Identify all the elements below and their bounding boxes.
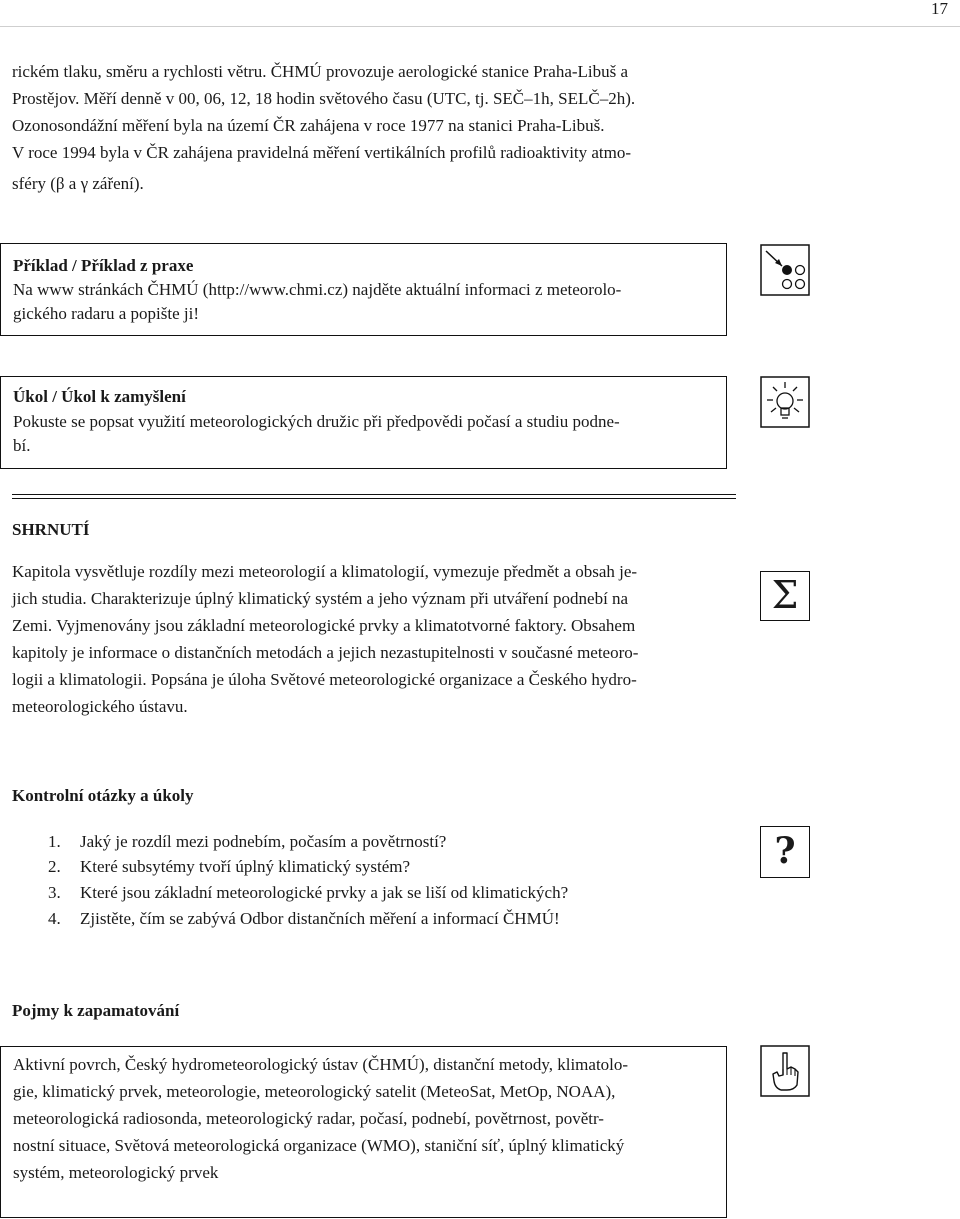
task-box	[0, 376, 727, 469]
question-mark-icon	[760, 826, 810, 878]
summary-line: kapitoly je informace o distančních metodách a jejich nezastupitelnosti v současné meteoro-	[12, 643, 639, 662]
terms-line: Aktivní povrch, Český hydrometeorologický ústav (ČHMÚ), distanční metody, klimatolo-	[13, 1055, 629, 1074]
list-item-text: Které jsou základní meteorologické prvky a jak se liší od klimatických?	[80, 883, 569, 902]
list-item-number: 4.	[48, 909, 61, 928]
example-line: Na www stránkách ČHMÚ (http://www.chmi.cz) najděte aktuální informaci z meteorolo-	[13, 280, 622, 299]
sigma-icon	[760, 571, 810, 621]
list-item-number: 1.	[48, 832, 61, 851]
summary-line: Kapitola vysvětluje rozdíly mezi meteorologií a klimatologií, vymezuje předmět a obsah je-	[12, 562, 638, 581]
example-line: gického radaru a popište ji!	[13, 304, 199, 323]
terms-line: nostní situace, Světová meteorologická organizace (WMO), staniční síť, úplný klimatický	[13, 1136, 625, 1155]
summary-line: jich studia. Charakterizuje úplný klimatický systém a jeho význam při utváření podnebí na	[12, 589, 629, 608]
terms-line: systém, meteorologický prvek	[13, 1163, 219, 1182]
terms-line: gie, klimatický prvek, meteorologie, meteorologický satelit (MeteoSat, MetOp, NOAA),	[13, 1082, 616, 1101]
summary-line: logii a klimatologii. Popsána je úloha Světové meteorologické organizace a Českého hydro-	[12, 670, 637, 689]
header-rule	[0, 26, 960, 27]
list-item-text: Které subsytémy tvoří úplný klimatický systém?	[80, 857, 411, 876]
practical-example-icon	[760, 244, 810, 296]
summary-line: Zemi. Vyjmenovány jsou základní meteorologické prvky a klimatotvorné faktory. Obsahem	[12, 616, 636, 635]
task-title: Úkol / Úkol k zamyšlení	[13, 387, 186, 406]
task-line: bí.	[13, 436, 31, 455]
list-item-number: 3.	[48, 883, 61, 902]
intro-paragraph	[0, 62, 740, 212]
terms-box	[0, 1046, 727, 1218]
intro-line: V roce 1994 byla v ČR zahájena pravidelná měření vertikálních profilů radioaktivity atmo-	[12, 143, 632, 162]
terms-heading: Pojmy k zapamatování	[12, 1001, 180, 1020]
summary-paragraph	[0, 562, 740, 722]
task-line: Pokuste se popsat využití meteorologických družic při předpovědi počasí a studiu podne-	[13, 412, 620, 431]
intro-line: Ozonosondážní měření byla na území ČR zahájena v roce 1977 na stanici Praha-Libuš.	[12, 116, 605, 135]
section-divider	[12, 494, 736, 499]
page-number: 17	[931, 0, 948, 18]
sigma-glyph: Σ	[771, 573, 799, 617]
intro-line: sféry (β a γ záření).	[12, 174, 144, 193]
intro-line: rickém tlaku, směru a rychlosti větru. ČHMÚ provozuje aerologické stanice Praha-Libuš a	[12, 62, 629, 81]
summary-line: meteorologického ústavu.	[12, 697, 188, 716]
list-item-text: Zjistěte, čím se zabývá Odbor distančních měření a informací ČHMÚ!	[80, 909, 560, 928]
example-box	[0, 243, 727, 336]
lightbulb-icon	[760, 376, 810, 428]
questions-list	[0, 832, 740, 942]
question-mark-glyph: ?	[774, 830, 796, 872]
list-item-number: 2.	[48, 857, 61, 876]
intro-line: Prostějov. Měří denně v 00, 06, 12, 18 hodin světového času (UTC, tj. SEČ–1h, SELČ–2h).	[12, 89, 636, 108]
questions-heading: Kontrolní otázky a úkoly	[12, 786, 194, 805]
example-title: Příklad / Příklad z praxe	[13, 256, 194, 275]
pointing-hand-icon	[760, 1045, 810, 1097]
summary-heading: SHRNUTÍ	[12, 520, 90, 539]
list-item-text: Jaký je rozdíl mezi podnebím, počasím a povětrností?	[80, 832, 447, 851]
terms-line: meteorologická radiosonda, meteorologický radar, počasí, podnebí, povětrnost, povětr-	[13, 1109, 604, 1128]
